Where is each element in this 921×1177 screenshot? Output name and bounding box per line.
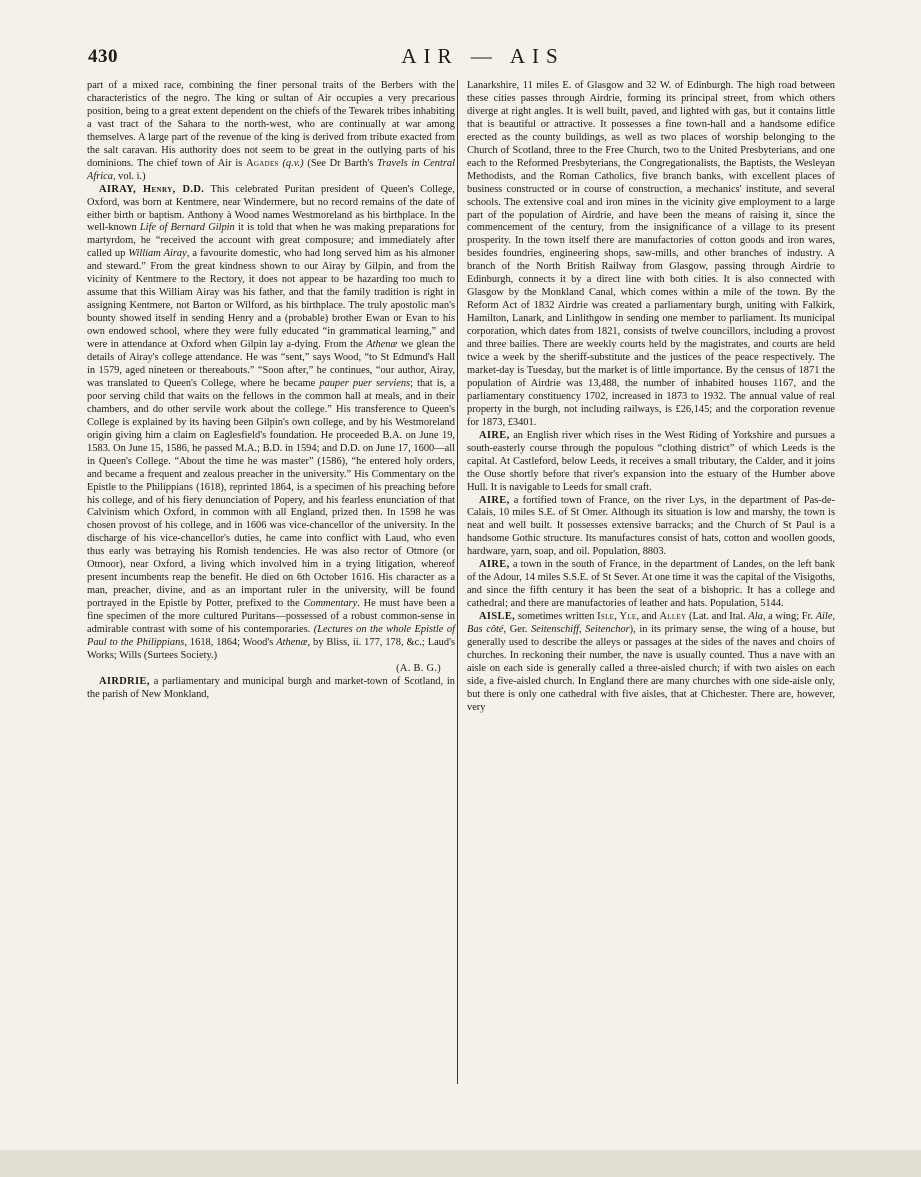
headword-aire: AIRE, <box>479 429 510 441</box>
page-header <box>88 38 878 78</box>
book-title: Travels in Central Africa <box>87 157 455 182</box>
aire-landes-article: AIRE, a town in the south of France, in the department of Landes, on the left bank of the Adour, 14 miles S.S.E. of St Sever. At one time it was the capital of the Visigoths, and since the fifth century it has been the seat of a bishopric. It has a college and cathedral; and there are manufactories of leather and hats. Population, 5144. <box>467 559 835 610</box>
air-article-continuation: part of a mixed race, combining the finer personal traits of the Berbers with the characteristics of the negro. The king or sultan of Air occupies a very precarious position, being to a great extent dependent on the chiefs of the Tewarek tribes inhabiting a vast tract of the Sahara to the north-west, who are continually at war among themselves. A large part of the revenue of the king is derived from tribute exacted from the salt caravan. His authority does not seem to be great in the outlying parts of his dominions. The chief town of Air is Agades (q.v.) (See Dr Barth's Travels in Central Africa, vol. i.) <box>87 80 455 182</box>
headword-airay: AIRAY, Henry, D.D. <box>99 183 205 195</box>
airdrie-article-continuation: Lanarkshire, 11 miles E. of Glasgow and 32 W. of Edinburgh. The high road between these cities passes through Airdrie, forming its principal street, from which others diverge at right angles. It is well built, paved, and lighted with gas, but it contains little that is beautiful or attractive. It possesses a fine town-hall and a handsome edifice erected as the county buildings, as well as two places of worship belonging to the Church of Scotland, three to the Free Church, two to the United Presbyterians, and one each to the Reformed Presbyterians, the Congregationalists, the Baptists, the Wesleyan Methodists, and the Roman Catholics, five branch banks, with excellent places of business constructed or in course of construction, a mechanics' institute, and several schools. The extensive coal and iron mines in the vicinity give employment to a large part of the population of Airdrie, and have been the means of raising it, since the commencement of the century, from the insignificance of a village to its present prosperity. In the town itself there are manufactories of cotton goods and iron wares, besides foundries, engineering shops, saw-mills, and other branches of industry. A branch of the North British Railway from Glasgow, passing through Airdrie to Edinburgh, connects it by a direct line with both cities. It is also connected with Glasgow by the Monkland Canal, which comes within a mile of the town. By the Reform Act of 1832 Airdrie was created a parliamentary burgh, uniting with Falkirk, Hamilton, Lanark, and Linlithgow in sending one member to parliament. Its municipal corporation, which dates from 1821, consists of twelve councillors, including a provost and three bailies. There are weekly courts held by the magistrates, and courts are held twice a week by the sheriff-substitute and the justices of the peace respectively. The market-day is Tuesday, but the market is of little importance. By the census of 1871 the population of Airdrie was 13,488, the number of inhabited houses 1167, and the parliamentary constituency 1702, increased in 1873 to 1932. The annual value of real property in the burgh, not including railways, is £26,145; and the corporation revenue for 1873, £3401. <box>467 80 835 428</box>
left-column <box>87 80 455 702</box>
page-number: 430 <box>88 46 118 67</box>
author-signature: (A. B. G.) <box>396 662 441 674</box>
headword-airdrie: AIRDRIE, <box>99 675 150 687</box>
airdrie-article-start: AIRDRIE, a parliamentary and municipal burgh and market-town of Scotland, in the parish of New Monkland, <box>87 675 455 700</box>
right-column <box>467 80 835 715</box>
headword-aire: AIRE, <box>479 559 510 571</box>
page-bottom-edge <box>0 1150 921 1177</box>
aisle-article: AISLE, sometimes written Isle, Yle, and Alley (Lat. and Ital. Ala, a wing; Fr. Aile, Bas côté, Ger. Seitenschiff, Seitenchor), in its primary sense, the wing of a house, but generally used to describe the alleys or passages at the sides of the naves and choirs of churches. In reckoning their number, the nave is usually counted. Thus a nave with an aisle on each side is generally called a three-aisled church; if with two aisles on each side, a five-aisled church. In England there are many churches with one side-aisle only, but there is only one cathedral with five aisles, that at Chichester. There are, however, very <box>467 611 836 713</box>
airay-article: AIRAY, Henry, D.D. This celebrated Puritan president of Queen's College, Oxford, was born at Kentmere, near Windermere, but no record remains of the date of either birth or baptism. Anthony à Wood names Westmoreland as his birthplace. In the well-known Life of Bernard Gilpin it is told that when he was making preparations for martyrdom, he “received the account with great composure; and immediately after called up William Airay, a favourite domestic, who had long served him as his almoner and steward.” From the great kindness shown to our Airay by Gilpin, and from the vicinity of Kentmere to the Rectory, it does not appear to be hazarding too much to assume that this William Airay was his father, and that the family tradition is right in assigning Kentmere, not Barton or Wilford, as his birthplace. The truly apostolic man's bounty showed itself in sending Henry and a (probable) brother Ewan or Evan to his own endowed school, where they were fully educated “in grammatical learning,” and were in attendance at Oxford when Gilpin lay a-dying. From the Athenæ we glean the details of Airay's college attendance. He was “sent,” says Wood, “to St Edmund's Hall in 1579, aged nineteen or thereabouts.” “Soon after,” he continues, “our author, Airay, was translated to Queen's College, where he became pauper puer serviens; that is, a poor serving child that waits on the fellows in the common hall at meals, and in their chambers, and do other servile work about the college.” His transference to Queen's College is explained by its having been Gilpin's own college, and by his Westmoreland origin giving him a claim on Eaglesfield's foundation. He proceeded B.A. on June 19, 1583. On June 15, 1586, he passed M.A.; B.D. in 1594; and D.D. on June 17, 1600—all in Queen's College. “About the time he was master” (1586), “he entered holy orders, and became a frequent and zealous preacher in the university.” His Commentary on the Epistle to the Philippians (1618), reprinted 1864, is a specimen of his preaching before his college, and of his fiery denunciation of Popery, and his fearless enunciation of that Calvinism which Oxford, in common with all England, prized then. In 1598 he was chosen provost of his college, and in 1606 was vice-chancellor of the university. In the discharge of his vice-chancellor's duties, he came into conflict with Laud, who even thus early was betraying his Romish tendencies. He was also rector of Otmore (or Otmoor), near Oxford, a living which involved him in a trying litigation, whereof present incumbents reap the benefit. He died on 6th October 1616. His character as a man, preacher, divine, and as an important ruler in the university, will be found portrayed in the Epistle by Potter, prefixed to the Commentary. He must have been a fine specimen of the more cultured Puritans—possessed of a robust common-sense in admirable contrast with some of his contemporaries. (Lectures on the whole Epistle of Paul to the Philippians, 1618, 1864; Wood's Athenæ, by Bliss, ii. 177, 178, &c.; Laud's Works; Wills (Surtees Society.) (A. B. G.) <box>87 183 455 674</box>
aire-river-article: AIRE, an English river which rises in the West Riding of Yorkshire and pursues a south-easterly course through the populous “clothing district” of which Leeds is the capital. At Castleford, below Leeds, it receives a small tributary, the Calder, and it joins the Ouse shortly before that river's expansion into the estuary of the Humber above Hull. It is navigable to Leeds for small craft. <box>467 429 835 493</box>
headword-aisle: AISLE, <box>479 611 516 623</box>
aire-pas-de-calais-article: AIRE, a fortified town of France, on the river Lys, in the department of Pas-de-Calais, 10 miles S.E. of St Omer. Although its situation is low and marshy, the town is neat and well built. It possesses extensive barracks; and the Church of St Paul is a handsome Gothic structure. Its manufactures consist of hats, cotton and woollen goods, hardware, yarn, soap, and oil. Population, 8803. <box>467 494 835 558</box>
cross-reference: Agades <box>246 157 279 169</box>
column-rule <box>457 80 458 1084</box>
headword-aire: AIRE, <box>479 494 510 506</box>
running-head: AIR — AIS <box>401 44 565 68</box>
